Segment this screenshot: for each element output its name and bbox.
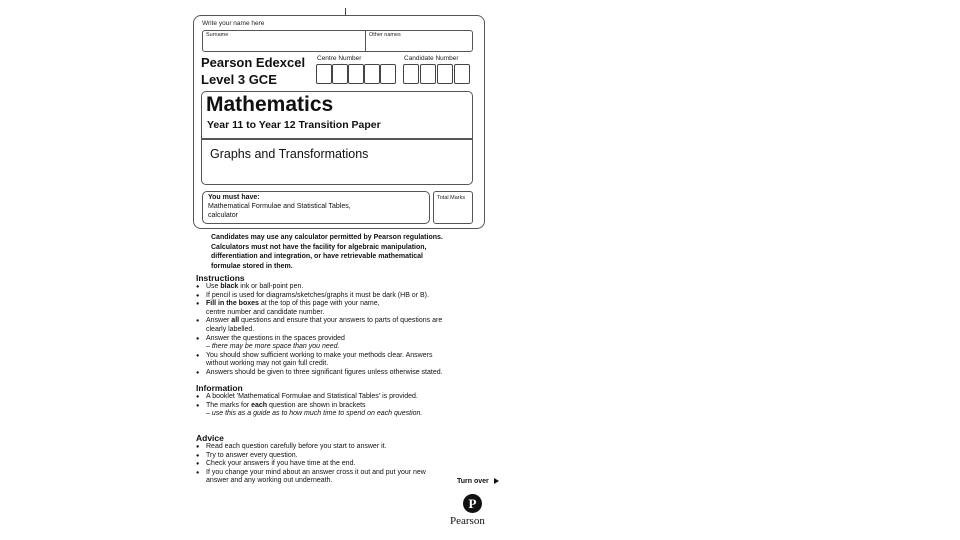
information-list: [196, 393, 476, 419]
list-item: ● Use black ink or ball-point pen.: [196, 283, 476, 292]
surname-label: Surname: [206, 32, 229, 38]
centre-number-boxes[interactable]: [316, 64, 400, 84]
play-arrow-icon: [494, 478, 499, 484]
name-field[interactable]: [202, 30, 473, 52]
candidate-digit-box[interactable]: [420, 64, 436, 84]
pearson-logo-text: Pearson: [450, 515, 485, 527]
candidate-digit-box[interactable]: [437, 64, 453, 84]
name-field-divider: [365, 31, 366, 51]
list-item: ● Answer the questions in the spaces provided – there may be more space than you need.: [196, 335, 476, 352]
qualification-level: Level 3 GCE: [201, 72, 277, 87]
pearson-logo-icon: P: [463, 494, 482, 513]
list-item: ● If pencil is used for diagrams/sketches/graphs it must be dark (HB or B).: [196, 292, 476, 301]
list-item: ● Check your answers if you have time at the end.: [196, 460, 476, 469]
must-have-heading: You must have:: [208, 194, 260, 201]
list-item: ● Read each question carefully before you start to answer it.: [196, 443, 476, 452]
calculator-note-line: Candidates may use any calculator permitted by Pearson regulations.: [211, 234, 443, 241]
board-name: Pearson Edexcel: [201, 55, 306, 70]
advice-list: [196, 443, 476, 486]
instructions-list: [196, 283, 476, 378]
centre-digit-box[interactable]: [364, 64, 380, 84]
centre-digit-box[interactable]: [332, 64, 348, 84]
name-prompt: Write your name here: [202, 20, 265, 27]
list-item: ● The marks for each question are shown in brackets – use this as a guide as to how much time to spend on each question.: [196, 402, 476, 419]
list-item: ● If you change your mind about an answer cross it out and put your new answer and any working out underneath.: [196, 469, 476, 486]
candidate-digit-box[interactable]: [454, 64, 470, 84]
list-item: ● Answer all questions and ensure that your answers to parts of questions are clearly labelled.: [196, 317, 476, 334]
centre-digit-box[interactable]: [380, 64, 396, 84]
calculator-note: [211, 233, 443, 271]
must-have-line-2: calculator: [208, 212, 238, 219]
centre-digit-box[interactable]: [348, 64, 364, 84]
other-names-label: Other names: [369, 32, 401, 38]
list-item: ● You should show sufficient working to make your methods clear. Answers without working may not gain full credit.: [196, 352, 476, 369]
list-item: ● Try to answer every question.: [196, 452, 476, 461]
calculator-note-line: Calculators must not have the facility for algebraic manipulation,: [211, 243, 427, 251]
centre-number-label: Centre Number: [317, 55, 362, 62]
candidate-number-label: Candidate Number: [404, 55, 459, 62]
information-heading: Information: [196, 383, 243, 393]
list-item: ● Fill in the boxes at the top of this page with your name, centre number and candidate number.: [196, 300, 476, 317]
paper-title: Year 11 to Year 12 Transition Paper: [207, 119, 381, 131]
list-item: ● A booklet 'Mathematical Formulae and Statistical Tables' is provided.: [196, 393, 476, 402]
calculator-note-line: differentiation and integration, or have retrievable mathematical: [211, 253, 423, 261]
advice-heading: Advice: [196, 433, 224, 443]
subject-title: Mathematics: [206, 93, 334, 116]
title-box-divider: [202, 138, 473, 140]
must-have-line-1: Mathematical Formulae and Statistical Tables,: [208, 203, 351, 210]
centre-digit-box[interactable]: [316, 64, 332, 84]
calculator-note-line: formulae stored in them.: [211, 262, 293, 270]
turn-over-label: Turn over: [457, 478, 499, 485]
total-marks-label: Total Marks: [437, 195, 466, 201]
topic-title: Graphs and Transformations: [210, 147, 369, 161]
candidate-digit-box[interactable]: [403, 64, 419, 84]
instructions-heading: Instructions: [196, 273, 245, 283]
list-item: ● Answers should be given to three significant figures unless otherwise stated.: [196, 369, 476, 378]
candidate-number-boxes[interactable]: [403, 64, 475, 84]
